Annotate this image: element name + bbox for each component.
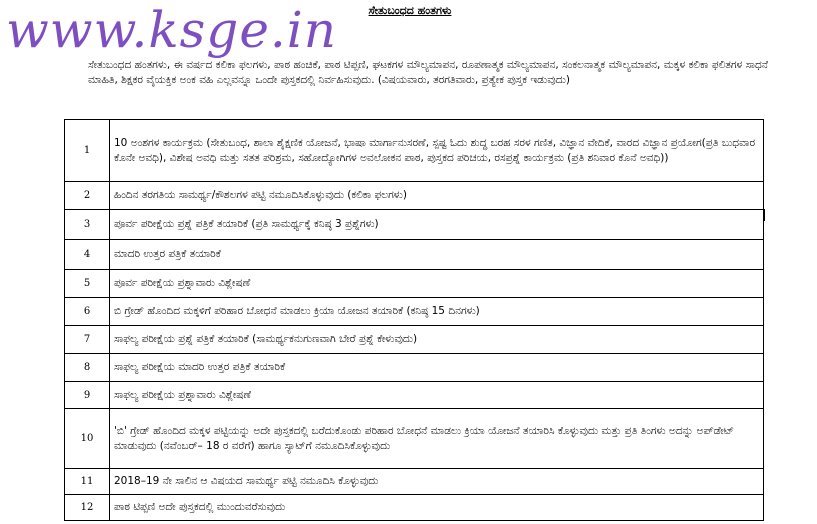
row-text: 2018–19 ನೇ ಸಾಲಿನ ಆ ವಿಷಯದ ಸಾಮರ್ಥ್ಯ ಪಟ್ಟಿ ನಮೂದಿಸಿ ಕೊಳ್ಳುವುದು: [110, 469, 764, 495]
row-number: 10: [65, 409, 110, 469]
row-text: 'ಬಿ' ಗ್ರೇಡ್ ಹೊಂದಿದ ಮಕ್ಕಳ ಪಟ್ಟಿಯನ್ನು ಅದೇ ಪುಸ್ತಕದಲ್ಲಿ ಬರೆದುಕೊಂಡು ಪರಿಹಾರ ಬೋಧನೆ ಮಾಡಲು ಕ್ರಿಯಾ ಯೋಜನೆ ತಯಾರಿಸಿ ಕೊಳ್ಳುವುದು ಮತ್ತು ಪ್ರತಿ ತಿಂಗಳು ಅದನ್ನು ಅಪ್‌ಡೇಟ್ ಮಾಡುವುದು (ನವೆಂಬರ್– 18 ರ ವರೆಗೆ) ಹಾಗೂ ಸ್ಯಾಟ್‌ಗೆ ನಮೂದಿಸಿಕೊಳ್ಳುವುದು: [110, 409, 764, 469]
row-text: ಸಾಫಲ್ಯ ಪರೀಕ್ಷೆಯ ಮಾದರಿ ಉತ್ತರ ಪತ್ರಿಕೆ ತಯಾರಿಕೆ: [110, 354, 764, 382]
table-row: [65, 469, 764, 495]
intro-paragraph: ಸೇತುಬಂಧದ ಹಂತಗಳು, ಈ ವರ್ಷದ ಕಲಿಕಾ ಫಲಗಳು, ಪಾಠ ಹಂಚಿಕೆ, ಪಾಠ ಟಿಪ್ಪಣಿ, ಘಟಕಗಳ ಮೌಲ್ಯಮಾಪನ, ರೂಪಣಾತ್ಮಕ ಮೌಲ್ಯಮಾಪನ, ಸಂಕಲನಾತ್ಮಕ ಮೌಲ್ಯಮಾಪನ, ಮಕ್ಕಳ ಕಲಿಕಾ ಫಲಿತಗಳ ಸಾಧನೆ ಮಾಹಿತಿ, ಶಿಕ್ಷಕರ ವೈಯಕ್ತಿಕ ಅಂಕ ವಹಿ ಎಲ್ಲವನ್ನೂ ಒಂದೇ ಪುಸ್ತಕದಲ್ಲಿ ನಿರ್ವಹಿಸುವುದು. (ವಿಷಯವಾರು, ತರಗತಿವಾರು, ಪ್ರತ್ಯೇಕ ಪುಸ್ತಕ ಇಡುವುದು): [88, 59, 768, 86]
row-number: 6: [65, 298, 110, 326]
table-row: [65, 495, 764, 521]
table-row: [65, 354, 764, 382]
row-number: 4: [65, 240, 110, 270]
row-text: ಸಾಫಲ್ಯ ಪರೀಕ್ಷೆಯ ಪ್ರಶ್ನೆ ಪತ್ರಿಕೆ ತಯಾರಿಕೆ (ಸಾಮರ್ಥ್ಯಕನುಗುಣವಾಗಿ ಬೇರೆ ಪ್ರಶ್ನೆ ಕೇಳುವುದು): [110, 326, 764, 354]
row-number: 9: [65, 382, 110, 409]
row-number: 2: [65, 182, 110, 210]
row-text: ಸಾಫಲ್ಯ ಪರೀಕ್ಷೆಯ ಪ್ರಶ್ನಾವಾರು ವಿಶ್ಲೇಷಣೆ: [110, 382, 764, 409]
row-number: 1: [65, 120, 110, 182]
row-number: 5: [65, 270, 110, 298]
table-row: [65, 210, 764, 240]
table-row: [65, 120, 764, 182]
row-number: 11: [65, 469, 110, 495]
table-row: [65, 326, 764, 354]
row-text: ಪಾಠ ಟಿಪ್ಪಣಿ ಅದೇ ಪುಸ್ತಕದಲ್ಲಿ ಮುಂದುವರೆಸುವುದು: [110, 495, 764, 521]
table-row: [65, 409, 764, 469]
row-number: 8: [65, 354, 110, 382]
table-row: [65, 270, 764, 298]
row-text: ಪೂರ್ವ ಪರೀಕ್ಷೆಯ ಪ್ರಶ್ನಾವಾರು ವಿಶ್ಲೇಷಣೆ: [110, 270, 764, 298]
row-text: ಮಾದರಿ ಉತ್ತರ ಪತ್ರಿಕೆ ತಯಾರಿಕೆ: [110, 240, 764, 270]
text-cursor: [764, 209, 765, 221]
table-row: [65, 382, 764, 409]
table-row: [65, 298, 764, 326]
row-text: 10 ಅಂಶಗಳ ಕಾರ್ಯಕ್ರಮ (ಸೇತುಬಂಧ, ಶಾಲಾ ಶೈಕ್ಷಣಿಕ ಯೋಜನೆ, ಭಾಷಾ ಮಾರ್ಗಾನುಸರಣೆ, ಸ್ಪಷ್ಟ ಓದು ಶುದ್ಧ ಬರಹ ಸರಳ ಗಣಿತ, ವಿಜ್ಞಾನ ವೇದಿಕೆ, ವಾರದ ವಿಜ್ಞಾನ ಪ್ರಯೋಗ(ಪ್ರತಿ ಬುಧವಾರ ಕೊನೇ ಅವಧಿ), ವಿಶೇಷ ಅವಧಿ ಮತ್ತು ಸತತ ಪರಿಶ್ರಮ, ಸಹೋದ್ಯೋಗಿಗಳ ಅವಲೋಕನ ಪಾಠ, ಪುಸ್ತಕದ ಪರಿಚಯ, ರಸಪ್ರಶ್ನೆ ಕಾರ್ಯಕ್ರಮ (ಪ್ರತಿ ಶನಿವಾರ ಕೊನೆ ಅವಧಿ)): [110, 120, 764, 182]
table-row: [65, 240, 764, 270]
row-number: 3: [65, 210, 110, 240]
row-text: ಹಿಂದಿನ ತರಗತಿಯ ಸಾಮರ್ಥ್ಯ/ಕೌಶಲಗಳ ಪಟ್ಟಿ ನಮೂದಿಸಿಕೊಳ್ಳುವುದು (ಕಲಿಕಾ ಫಲಗಳು): [110, 182, 764, 210]
row-text: ಪೂರ್ವ ಪರೀಕ್ಷೆಯ ಪ್ರಶ್ನೆ ಪತ್ರಿಕೆ ತಯಾರಿಕೆ (ಪ್ರತಿ ಸಾಮರ್ಥ್ಯಕ್ಕೆ ಕನಿಷ್ಠ 3 ಪ್ರಶ್ನೆಗಳು): [110, 210, 764, 240]
document-title: ಸೇತುಬಂಧದ ಹಂತಗಳು: [368, 4, 452, 17]
site-watermark: www.ksge.in: [6, 1, 337, 59]
table-row: [65, 182, 764, 210]
row-number: 12: [65, 495, 110, 521]
row-text: ಬಿ ಗ್ರೇಡ್ ಹೊಂದಿದ ಮಕ್ಕಳಿಗೆ ಪರಿಹಾರ ಬೋಧನೆ ಮಾಡಲು ಕ್ರಿಯಾ ಯೋಜನ ತಯಾರಿಕೆ (ಕನಿಷ್ಠ 15 ದಿನಗಳು): [110, 298, 764, 326]
row-number: 7: [65, 326, 110, 354]
stages-table: [64, 119, 764, 521]
